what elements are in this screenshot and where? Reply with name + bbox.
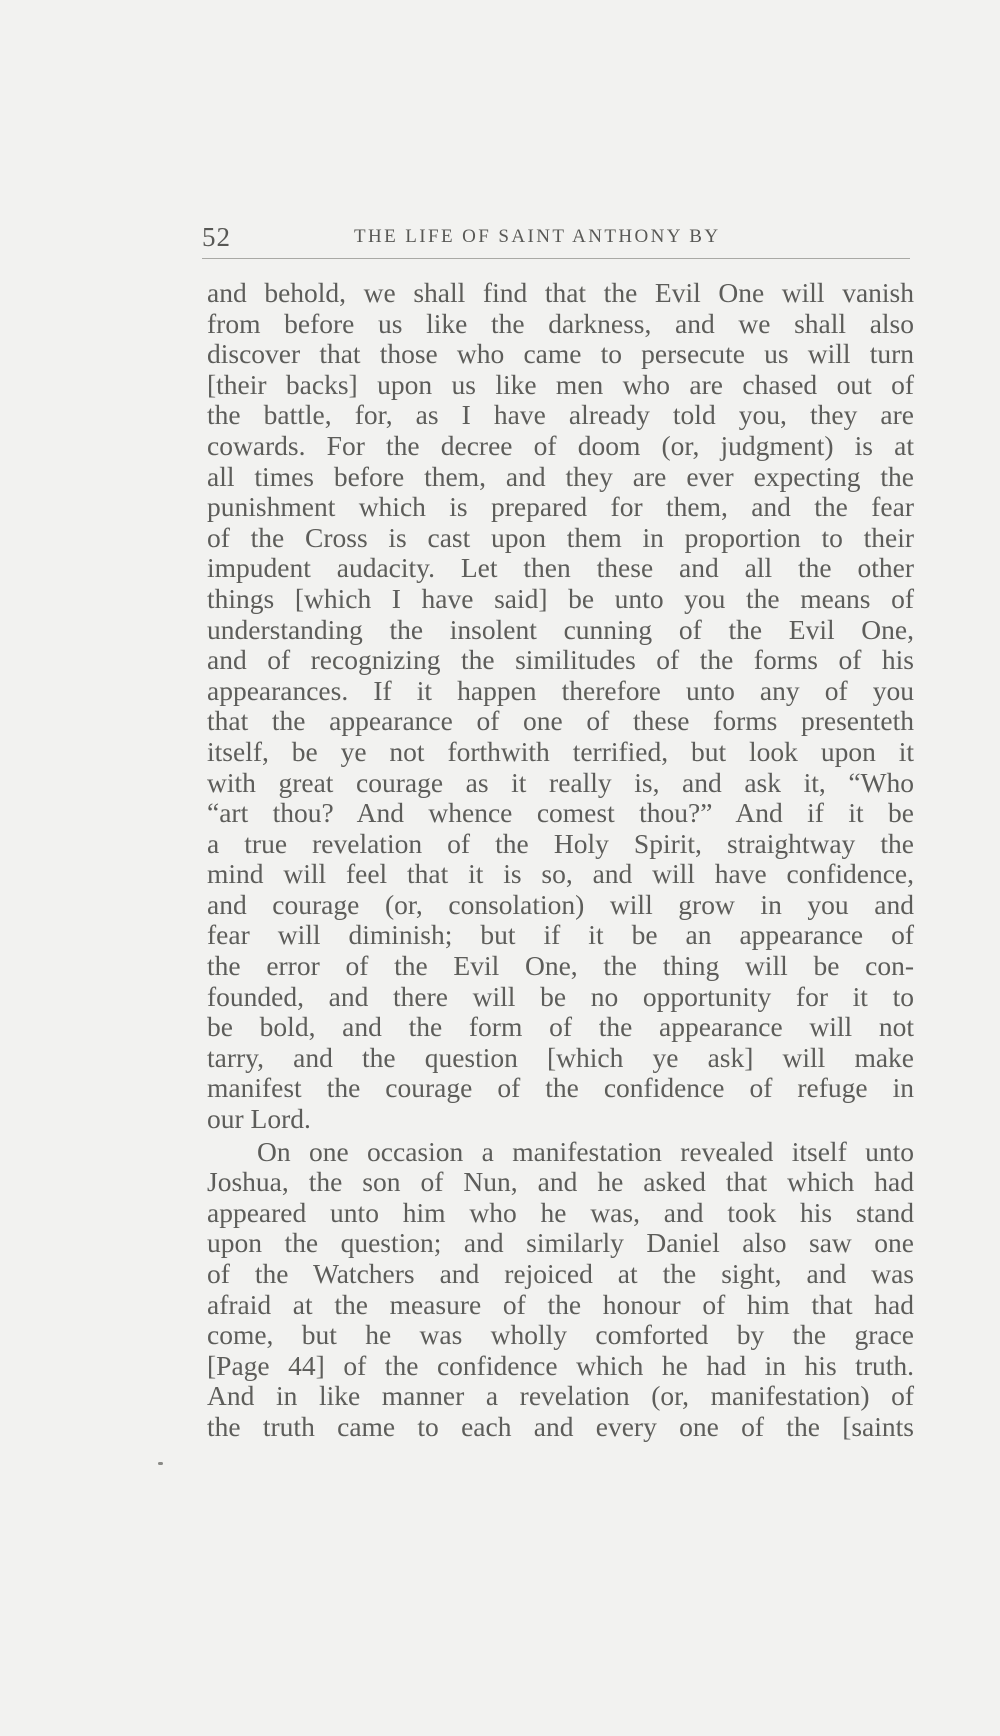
text-line: afraid at the measure of the honour of him that had	[207, 1288, 914, 1320]
text-line: upon the question; and similarly Daniel also saw one	[207, 1227, 914, 1259]
text-line: and behold, we shall find that the Evil One will vanish	[207, 277, 914, 308]
running-head	[202, 218, 910, 259]
text-line: appeared unto him who he was, and took his stand	[207, 1196, 914, 1228]
text-line: tarry, and the question [which ye ask] will make	[207, 1041, 914, 1073]
text-line: cowards. For the decree of doom (or, judgment) is at	[207, 429, 914, 461]
text-line: fear will diminish; but if it be an appearance of	[207, 919, 914, 951]
text-line: understanding the insolent cunning of the Evil One,	[207, 613, 914, 645]
text-line: and courage (or, consolation) will grow in you and	[207, 888, 914, 920]
paragraph-2	[207, 1137, 914, 1443]
text-line: from before us like the darkness, and we shall also	[207, 307, 914, 339]
text-line: On one occasion a manifestation revealed itself unto	[257, 1135, 914, 1167]
text-line: of the Cross is cast upon them in proportion to their	[207, 521, 914, 553]
text-line: with great courage as it really is, and ask it, “Who	[207, 766, 914, 798]
text-line: come, but he was wholly comforted by the grace	[207, 1319, 914, 1351]
text-line: founded, and there will be no opportunity for it to	[207, 980, 914, 1012]
text-line: [Page 44] of the confidence which he had in his truth.	[207, 1349, 914, 1381]
text-line: Joshua, the son of Nun, and he asked that which had	[207, 1166, 914, 1198]
text-line: that the appearance of one of these forms presenteth	[207, 705, 914, 737]
body-text	[207, 278, 914, 1443]
text-line: the battle, for, as I have already told you, they are	[207, 399, 914, 431]
text-line: And in like manner a revelation (or, manifestation) of	[207, 1380, 914, 1412]
text-line: the error of the Evil One, the thing will be con-	[207, 950, 914, 982]
text-line: our Lord.	[207, 1103, 311, 1135]
text-line: discover that those who came to persecute us will turn	[207, 338, 914, 370]
text-line: a true revelation of the Holy Spirit, straightway the	[207, 827, 914, 859]
text-line: of the Watchers and rejoiced at the sight, and was	[207, 1258, 914, 1289]
text-line: appearances. If it happen therefore unto any of you	[207, 674, 914, 706]
page-number: 52	[202, 222, 231, 252]
text-line: and of recognizing the similitudes of the forms of his	[207, 644, 914, 676]
text-line: the truth came to each and every one of the [saints	[207, 1410, 914, 1442]
text-line: itself, be ye not forthwith terrified, but look upon it	[207, 735, 914, 767]
running-title: THE LIFE OF SAINT ANTHONY BY	[354, 226, 721, 247]
text-line: manifest the courage of the confidence of refuge in	[207, 1072, 914, 1104]
text-line: “art thou? And whence comest thou?” And if it be	[207, 797, 914, 829]
text-line: all times before them, and they are ever expecting the	[207, 460, 914, 492]
text-line: be bold, and the form of the appearance will not	[207, 1011, 914, 1043]
ink-speck	[158, 1462, 163, 1465]
paragraph-1	[207, 278, 914, 1135]
text-line: [their backs] upon us like men who are chased out of	[207, 368, 914, 400]
text-line: mind will feel that it is so, and will have confidence,	[207, 858, 914, 890]
text-line: impudent audacity. Let then these and all the other	[207, 552, 914, 584]
text-line: punishment which is prepared for them, and the fear	[207, 491, 914, 523]
text-line: things [which I have said] be unto you the means of	[207, 582, 914, 614]
